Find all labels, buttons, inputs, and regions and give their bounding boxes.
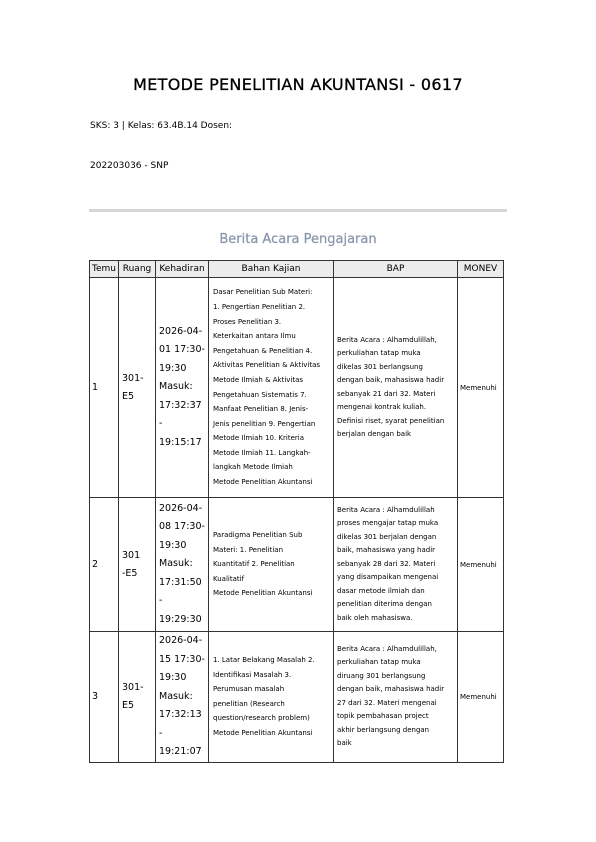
teaching-record-line: penelitian diterima dengan bbox=[337, 600, 432, 609]
study-material-line: Keterkaitan antara Ilmu bbox=[213, 332, 296, 341]
attendance-line: 19:30 bbox=[159, 362, 187, 374]
room bbox=[119, 632, 156, 763]
study-material-line: Kuantitatif 2. Penelitian bbox=[213, 560, 295, 569]
study-material-line: 1. Pengertian Penelitian 2. bbox=[213, 302, 306, 311]
teaching-record-line: yang disampaikan mengenai bbox=[337, 573, 439, 582]
attendance-line: 08 17:30- bbox=[159, 521, 205, 533]
room-line: E5 bbox=[122, 699, 135, 711]
study-material-line: Pengetahuan Sistematis 7. bbox=[213, 390, 307, 399]
attendance-line: Masuk: bbox=[159, 381, 193, 393]
teaching-record-line: proses mengajar tatap muka bbox=[337, 519, 439, 528]
monev-status: Memenuhi bbox=[458, 278, 504, 498]
room bbox=[119, 278, 156, 498]
study-material bbox=[209, 278, 334, 498]
teaching-record-line: berjalan dengan baik bbox=[337, 430, 412, 438]
attendance-line: 19:15:17 bbox=[159, 436, 202, 448]
study-material-line: Pengetahuan & Penelitian 4. bbox=[213, 346, 313, 355]
study-material-line: Proses Penelitian 3. bbox=[213, 317, 282, 326]
attendance bbox=[156, 632, 209, 763]
room-line: 301 bbox=[122, 549, 141, 561]
page-title: METODE PENELITIAN AKUNTANSI - 0617 bbox=[133, 75, 463, 94]
room-line: -E5 bbox=[122, 567, 138, 579]
study-material-line: Dasar Penelitian Sub Materi: bbox=[213, 288, 313, 297]
study-material-line: Materi: 1. Penelitian bbox=[213, 545, 284, 554]
study-material-line: Metode Penelitian Akuntansi bbox=[213, 728, 313, 737]
attendance-line: 19:29:30 bbox=[159, 613, 202, 625]
teaching-record-line: Berita Acara : Alhamdulillah, bbox=[337, 644, 437, 653]
attendance-line: 2026-04- bbox=[159, 325, 203, 337]
attendance-line: 17:31:50 - bbox=[159, 576, 202, 607]
attendance bbox=[156, 498, 209, 632]
section-divider bbox=[89, 209, 507, 212]
teaching-record-table bbox=[89, 260, 504, 763]
room-line: 301- bbox=[122, 681, 144, 693]
room bbox=[119, 498, 156, 632]
teaching-record-line: 27 dari 32. Materi mengenai bbox=[337, 698, 437, 707]
study-material-line: Metode Ilmiah & Aktivitas bbox=[213, 375, 304, 384]
attendance-line: Masuk: bbox=[159, 558, 193, 570]
room-line: E5 bbox=[122, 390, 135, 402]
teaching-record-line: Berita Acara : Alhamdulillah bbox=[337, 505, 435, 514]
teaching-record bbox=[334, 278, 458, 498]
header-bahan-kajian: Bahan Kajian bbox=[209, 261, 334, 278]
section-title: Berita Acara Pengajaran bbox=[219, 232, 377, 247]
attendance-line: 01 17:30- bbox=[159, 344, 205, 356]
table-header-row bbox=[90, 261, 504, 278]
study-material-line: question/research problem) bbox=[213, 714, 310, 723]
study-material-line: Metode Penelitian Akuntansi bbox=[213, 478, 313, 487]
study-material-line: Metode Penelitian Akuntansi bbox=[213, 589, 313, 598]
study-material-line: Perumusan masalah bbox=[213, 685, 285, 694]
study-material bbox=[209, 632, 334, 763]
room-line: 301- bbox=[122, 372, 144, 384]
lecturer-code: 202203036 - SNP bbox=[90, 161, 169, 171]
teaching-record-line: sebanyak 21 dari 32. Materi bbox=[337, 389, 436, 398]
teaching-record-line: sebanyak 28 dari 32. Materi bbox=[337, 559, 436, 568]
study-material-line: penelitian (Research bbox=[213, 699, 285, 708]
header-ruang: Ruang bbox=[119, 261, 156, 278]
header-temu: Temu bbox=[90, 261, 119, 278]
header-monev: MONEV bbox=[458, 261, 504, 278]
attendance bbox=[156, 278, 209, 498]
attendance-line: 19:30 bbox=[159, 672, 187, 683]
attendance-line: 19:21:07 bbox=[159, 746, 202, 757]
teaching-record-line: dikelas 301 berjalan dengan bbox=[337, 532, 437, 541]
teaching-record bbox=[334, 498, 458, 632]
teaching-record-line: topik pembahasan project bbox=[337, 712, 429, 721]
teaching-record-line: baik, mahasiswa yang hadir bbox=[337, 546, 436, 555]
study-material-line: Metode Ilmiah 10. Kriteria bbox=[213, 434, 305, 443]
meeting-number: 3 bbox=[90, 632, 119, 763]
table-row bbox=[90, 498, 504, 632]
study-material-line: Aktivitas Penelitian & Aktivitas bbox=[213, 361, 321, 370]
study-material-line: Identifikasi Masalah 3. bbox=[213, 670, 292, 679]
attendance-line: 2026-04- bbox=[159, 502, 203, 514]
header-bap: BAP bbox=[334, 261, 458, 278]
teaching-record-line: akhir berlangsung dengan bbox=[337, 725, 430, 734]
study-material-line: Jenis penelitian 9. Pengertian bbox=[213, 419, 316, 428]
teaching-record-line: baik oleh mahasiswa. bbox=[337, 613, 413, 622]
table-row bbox=[90, 278, 504, 498]
course-meta-line: SKS: 3 | Kelas: 63.4B.14 Dosen: bbox=[90, 121, 233, 131]
teaching-record-line: Definisi riset, syarat penelitian bbox=[337, 416, 445, 425]
teaching-record-line: dikelas 301 berlangsung bbox=[337, 362, 423, 371]
study-material-line: Manfaat Penelitian 8. Jenis- bbox=[213, 405, 309, 414]
meeting-number: 2 bbox=[90, 498, 119, 632]
teaching-record-line: perkuliahan tatap muka bbox=[337, 349, 421, 357]
teaching-record-line: diruang 301 berlangsung bbox=[337, 671, 426, 680]
teaching-record bbox=[334, 632, 458, 763]
header-kehadiran: Kehadiran bbox=[156, 261, 209, 278]
monev-status: Memenuhi bbox=[458, 498, 504, 632]
teaching-record-line: dengan baik, mahasiswa hadir bbox=[337, 685, 445, 694]
study-material bbox=[209, 498, 334, 632]
teaching-record-line: mengenai kontrak kuliah. bbox=[337, 403, 427, 411]
teaching-record-line: baik bbox=[337, 739, 352, 748]
study-material-line: Metode Ilmiah 11. Langkah- bbox=[213, 448, 311, 457]
attendance-line: 17:32:37 - bbox=[159, 399, 202, 430]
teaching-record-line: dasar metode ilmiah dan bbox=[337, 586, 425, 595]
meeting-number: 1 bbox=[90, 278, 119, 498]
teaching-record-line: perkuliahan tatap muka bbox=[337, 658, 421, 667]
study-material-line: langkah Metode Ilmiah bbox=[213, 463, 293, 472]
study-material-line: 1. Latar Belakang Masalah 2. bbox=[213, 655, 315, 664]
study-material-line: Paradigma Penelitian Sub bbox=[213, 531, 303, 540]
monev-status: Memenuhi bbox=[458, 632, 504, 763]
table-row bbox=[90, 632, 504, 763]
study-material-line: Kualitatif bbox=[213, 574, 245, 583]
attendance-line: 17:32:13 - bbox=[159, 709, 202, 739]
teaching-record-line: Berita Acara : Alhamdulillah, bbox=[337, 335, 437, 344]
attendance-line: 19:30 bbox=[159, 539, 187, 551]
attendance-line: 2026-04- bbox=[159, 635, 203, 646]
attendance-line: 15 17:30- bbox=[159, 653, 205, 665]
teaching-record-line: dengan baik, mahasiswa hadir bbox=[337, 376, 445, 384]
attendance-line: Masuk: bbox=[159, 690, 193, 702]
